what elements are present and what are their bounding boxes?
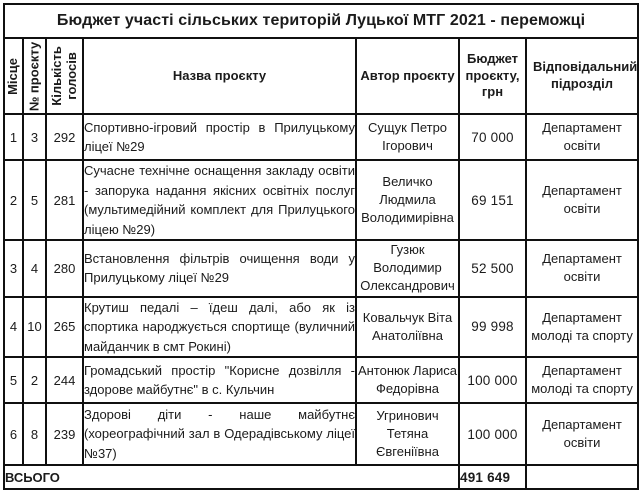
col-header-votes bbox=[46, 38, 83, 114]
table-row bbox=[4, 240, 638, 297]
page-title: Бюджет участі сільських територій Луцької МТГ 2021 - переможці bbox=[4, 4, 638, 38]
col-header-project-name: Назва проєкту bbox=[83, 38, 356, 114]
vertical-text-wrap bbox=[47, 39, 82, 113]
cell-department: Департамент молоді та спорту bbox=[526, 357, 638, 403]
cell-votes: 239 bbox=[46, 403, 83, 465]
vertical-text-wrap bbox=[24, 39, 45, 113]
cell-author: Величко Людмила Володимирівна bbox=[356, 160, 459, 240]
cell-budget: 99 998 bbox=[459, 297, 526, 358]
cell-budget: 52 500 bbox=[459, 240, 526, 297]
cell-place: 6 bbox=[4, 403, 23, 465]
col-header-budget: Бюджет проєкту, грн bbox=[459, 38, 526, 114]
total-row bbox=[4, 465, 638, 489]
cell-project-name: Громадський простір "Корисне дозвілля - здорове майбутнє" в с. Кульчин bbox=[83, 357, 356, 403]
cell-project-no: 4 bbox=[23, 240, 46, 297]
cell-budget: 100 000 bbox=[459, 403, 526, 465]
table-row bbox=[4, 114, 638, 160]
cell-project-no: 10 bbox=[23, 297, 46, 358]
cell-votes: 244 bbox=[46, 357, 83, 403]
cell-place: 3 bbox=[4, 240, 23, 297]
cell-project-no: 5 bbox=[23, 160, 46, 240]
table-row bbox=[4, 297, 638, 358]
cell-department: Департамент освіти bbox=[526, 240, 638, 297]
table-row bbox=[4, 403, 638, 465]
cell-author: Гузюк Володимир Олександрович bbox=[356, 240, 459, 297]
cell-project-no: 3 bbox=[23, 114, 46, 160]
cell-budget: 69 151 bbox=[459, 160, 526, 240]
cell-author: Антонюк Лариса Федорівна bbox=[356, 357, 459, 403]
cell-author: Угринович Тетяна Євгеніївна bbox=[356, 403, 459, 465]
cell-project-name: Здорові діти - наше майбутнє (хореографічний зал в Одерадівському ліцеї №37) bbox=[83, 403, 356, 465]
col-header-project-no bbox=[23, 38, 46, 114]
cell-project-name: Сучасне технічне оснащення закладу освіти - запорука надання якісних освітніх послуг (мультимедійний комплект для Прилуцького ліцею №29) bbox=[83, 160, 356, 240]
table-row bbox=[4, 160, 638, 240]
cell-votes: 280 bbox=[46, 240, 83, 297]
cell-votes: 265 bbox=[46, 297, 83, 358]
cell-project-name: Встановлення фільтрів очищення води у Прилуцькому ліцеї №29 bbox=[83, 240, 356, 297]
table-header-row bbox=[4, 38, 638, 114]
cell-department: Департамент освіти bbox=[526, 160, 638, 240]
cell-project-no: 8 bbox=[23, 403, 46, 465]
cell-department: Департамент молоді та спорту bbox=[526, 297, 638, 358]
budget-table bbox=[3, 3, 639, 490]
col-header-place-label: Місце bbox=[5, 57, 21, 95]
cell-place: 2 bbox=[4, 160, 23, 240]
title-row bbox=[4, 4, 638, 38]
cell-votes: 292 bbox=[46, 114, 83, 160]
cell-place: 4 bbox=[4, 297, 23, 358]
cell-budget: 70 000 bbox=[459, 114, 526, 160]
cell-budget: 100 000 bbox=[459, 357, 526, 403]
cell-place: 1 bbox=[4, 114, 23, 160]
total-empty-cell bbox=[526, 465, 638, 489]
cell-project-name: Спортивно-ігровий простір в Прилуцькому ліцеї №29 bbox=[83, 114, 356, 160]
col-header-place bbox=[4, 38, 23, 114]
total-label: ВСЬОГО bbox=[4, 465, 459, 489]
cell-votes: 281 bbox=[46, 160, 83, 240]
col-header-project-no-label: № проєкту bbox=[26, 41, 42, 111]
cell-project-name: Крутиш педалі – їдеш далі, або як із спортика народжується спортище (вуличний майданчик в смт Рокині) bbox=[83, 297, 356, 358]
cell-department: Департамент освіти bbox=[526, 114, 638, 160]
vertical-text-wrap bbox=[5, 39, 22, 113]
cell-place: 5 bbox=[4, 357, 23, 403]
col-header-department: Відповідальний підрозділ bbox=[526, 38, 638, 114]
cell-author: Ковальчук Віта Анатоліївна bbox=[356, 297, 459, 358]
col-header-author: Автор проєкту bbox=[356, 38, 459, 114]
total-value: 491 649 bbox=[459, 465, 526, 489]
cell-project-no: 2 bbox=[23, 357, 46, 403]
table-row bbox=[4, 357, 638, 403]
col-header-votes-label: Кількість голосів bbox=[48, 46, 79, 106]
cell-department: Департамент освіти bbox=[526, 403, 638, 465]
cell-author: Сущук Петро Ігорович bbox=[356, 114, 459, 160]
